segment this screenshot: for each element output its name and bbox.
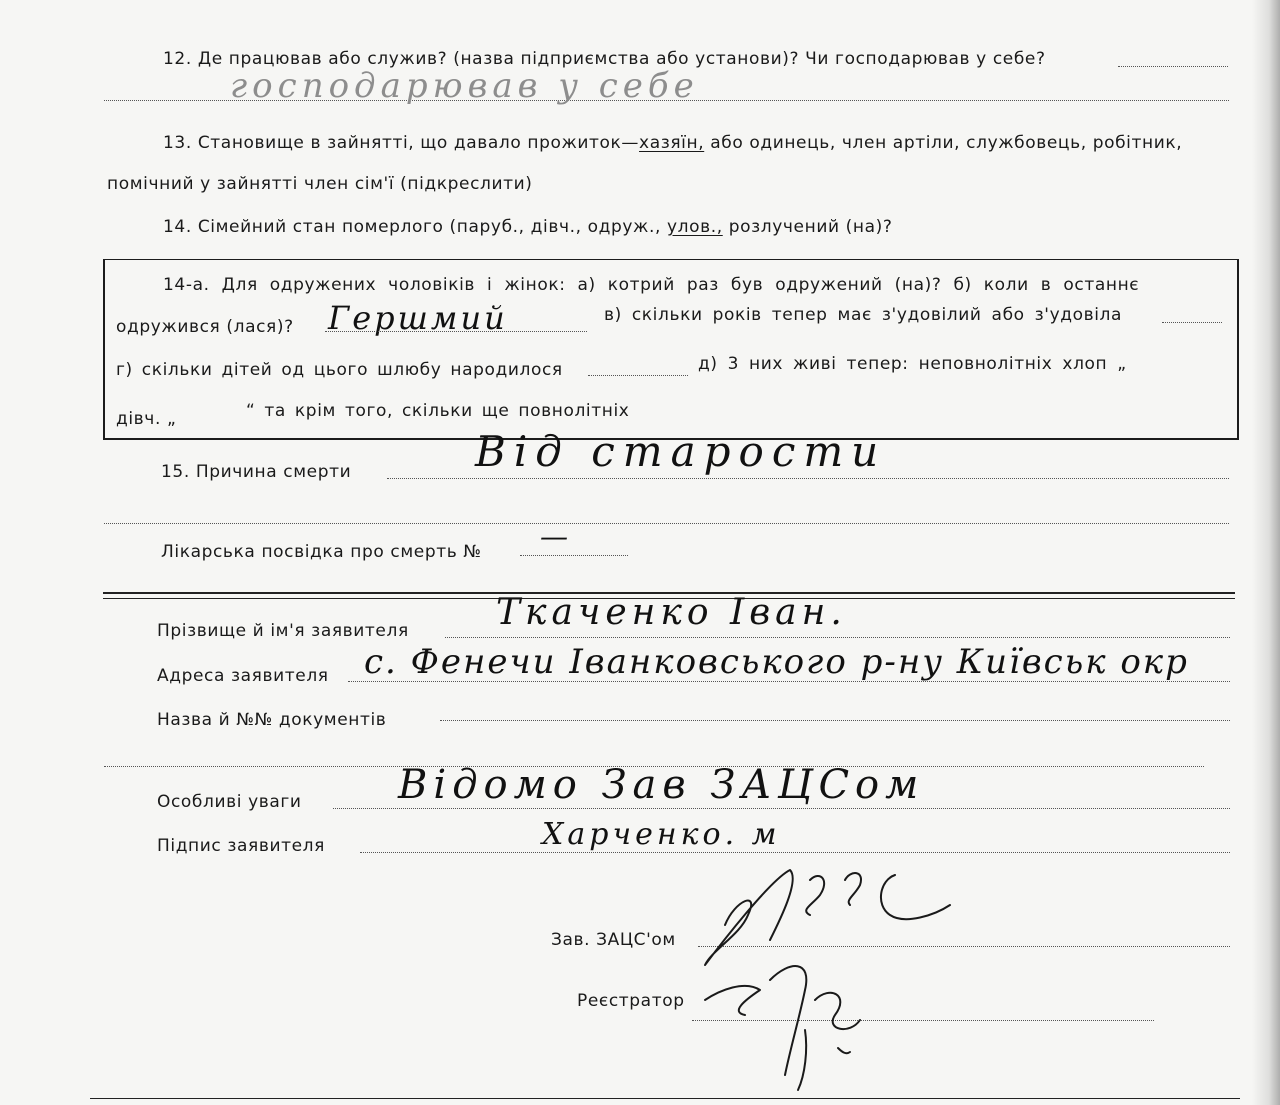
applicant-name-label: Прізвище й ім'я заявителя: [157, 621, 409, 641]
q13-line2: помічний у зайнятті член сім'ї (підкреслити): [107, 174, 533, 194]
notes-handwriting: Відомо Зав ЗАЦСом: [398, 762, 925, 808]
applicant-name-handwriting: Ткаченко Іван.: [496, 592, 847, 633]
q15-answer-handwriting: Від старости: [475, 427, 887, 476]
medical-label: Лікарська посвідка про смерть №: [161, 542, 482, 562]
medical-answer: —: [540, 520, 568, 553]
q14-selected-option: улов.,: [666, 217, 723, 237]
q14-label-after: розлучений (на)?: [728, 217, 893, 237]
q14a-line2-after: в) скільки років тепер має з'удовілий або з'удовіла: [604, 305, 1123, 325]
q14a-line3-a: г) скільки дітей од цього шлюбу народилося: [116, 360, 563, 380]
q12-label: 12. Де працював або служив? (назва підприємства або установи)? Чи господарював у себе?: [163, 49, 1046, 69]
bottom-rule: [90, 1098, 1240, 1099]
signature-handwriting: Харченко. м: [542, 817, 781, 852]
q12-answer-handwriting: господарював у себе: [230, 66, 699, 106]
q14a-line2-label: одружився (лася)?: [116, 317, 294, 337]
q15-label: 15. Причина смерти: [161, 462, 352, 482]
applicant-address-label: Адреса заявителя: [157, 666, 329, 686]
q14a-line4-b: “ та крім того, скільки ще повнолітніх: [246, 401, 630, 421]
q13-selected-option: хазяїн,: [639, 133, 705, 153]
documents-label: Назва й №№ документів: [157, 710, 387, 730]
q13-label-before: 13. Становище в зайнятті, що давало прожиток—: [163, 133, 640, 153]
q14a-line4-a: дівч. „: [116, 409, 177, 429]
applicant-address-handwriting: с. Фенечи Іванковського р-ну Київськ окр: [364, 642, 1189, 682]
q13-label-after: або одинець, член артіли, службовець, робітник,: [710, 133, 1183, 153]
head-label: Зав. ЗАЦС'ом: [551, 930, 676, 950]
scan-edge-shadow: [1252, 0, 1280, 1105]
signature-label: Підпис заявителя: [157, 836, 325, 856]
q14-label-before: 14. Сімейний стан померлого (паруб., дівч., одруж.,: [163, 217, 661, 237]
notes-label: Особливі уваги: [157, 792, 302, 812]
q14a-line3-b: д) 3 них живі тепер: неповнолітніх хлоп „: [698, 354, 1127, 374]
q14a-line1: 14-а. Для одружених чоловіків і жінок: а) котрий раз був одружений (на)? б) коли в останнє: [163, 275, 1140, 295]
q14a-answer-handwriting: Гершмий: [328, 299, 508, 337]
registrar-label: Реєстратор: [577, 991, 685, 1011]
